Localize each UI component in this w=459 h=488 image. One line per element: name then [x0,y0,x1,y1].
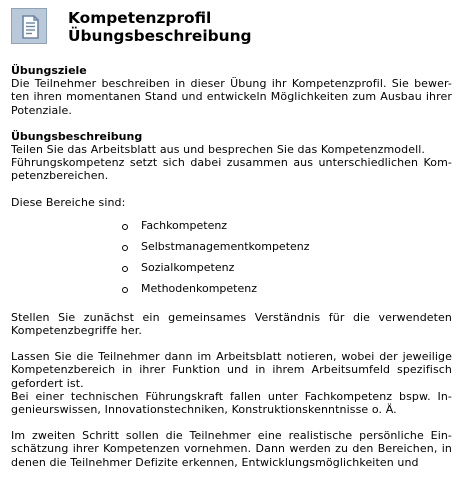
bullet-icon [122,266,128,272]
document-header [11,8,451,48]
list-item-label: Methodenkompetenz [141,281,257,295]
p3-line-4: Bei einer technischen Führungskraft fallen unter Fachkompetenz bspw. In- [11,389,452,403]
list-item-label: Sozialkompetenz [141,260,235,274]
p4-line-2: schätzung ihrer Kompetenzen vornehmen. Dann werden zu den Bereichen, [11,442,438,456]
p4-line-3: in denen die Teilnehmer Defizite erkennen, Entwicklungsmöglichkeiten und [11,442,452,469]
goals-heading: Übungsziele [11,64,87,77]
bullet-icon [122,287,128,293]
p3-line-1: Lassen Sie die Teilnehmer dann im Arbeitsblatt notieren, wobei der jeweilige [11,350,452,364]
areas-intro: Diese Bereiche sind: [11,195,126,209]
goals-paragraph [11,77,452,117]
p2-line-1: Stellen Sie zunächst ein gemeinsames Verständnis für die verwendeten [11,310,452,324]
bullet-icon [122,245,128,251]
goals-line-2: ten ihren momentanen Stand und entwickeln Möglichkeiten zum Ausbau [11,90,422,104]
document-icon [11,8,47,44]
title-line-2: Übungsbeschreibung [68,27,252,45]
title-line-1: Kompetenzprofil [68,9,212,27]
bullet-icon [122,224,128,230]
p2-line-2: Kompetenzbegriffe her. [11,324,142,338]
paragraph-worksheet [11,350,452,416]
p3-line-5: genieurswissen, Innovationstechniken, Konstruktionskenntnisse o. Ä. [11,403,397,417]
goals-line-1: Die Teilnehmer beschreiben in dieser Übung ihr Kompetenzprofil. Sie bewer- [11,77,452,91]
competence-area-list [11,215,452,299]
paragraph-second-step [11,429,452,469]
desc-line-1: Teilen Sie das Arbeitsblatt aus und besprechen Sie das Kompetenzmodell. [11,143,425,157]
page-title [68,9,252,45]
description-heading: Übungsbeschreibung [11,129,143,143]
description-paragraph [11,143,452,183]
list-item-label: Fachkompetenz [141,218,228,232]
paragraph-understanding [11,311,452,337]
desc-line-2: Führungskompetenz setzt sich dabei zusammen aus unterschiedlichen Kom- [11,156,452,170]
p3-line-3: gefordert ist. [11,376,84,390]
list-item [122,278,452,299]
p3-line-2: Kompetenzbereich in ihrer Funktion und in ihrem Arbeitsumfeld spezifisch [11,363,452,377]
desc-line-3: petenzbereichen. [11,169,109,183]
p4-line-1: Im zweiten Schritt sollen die Teilnehmer eine realistische persönliche Ein- [11,429,452,443]
list-item [122,257,452,278]
list-item-label: Selbstmanagementkompetenz [141,239,310,253]
goals-line-3: ihrer Potenziale. [11,90,452,117]
list-item [122,215,452,236]
list-item [122,236,452,257]
document-body [11,64,452,469]
